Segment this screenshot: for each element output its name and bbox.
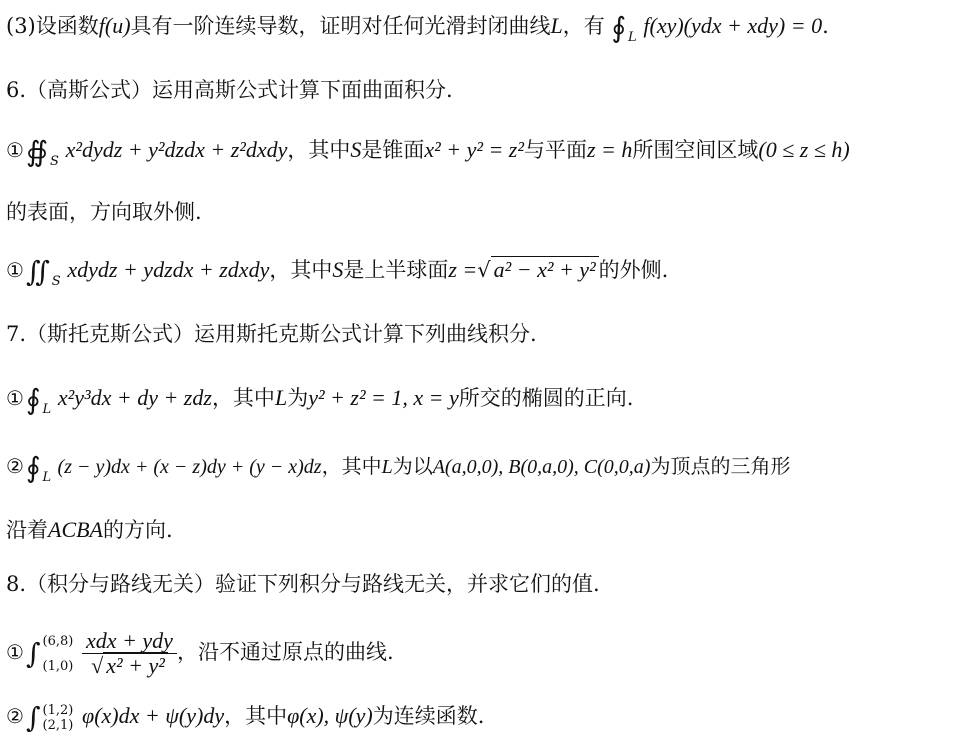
denominator: √ x² + y² bbox=[82, 654, 177, 678]
integral-symbol: ∫ bbox=[25, 636, 41, 670]
text: 为连续函数. bbox=[372, 704, 485, 728]
text: 的外侧. bbox=[598, 258, 669, 282]
integrand: xdydz + ydzdx + zdxdy bbox=[67, 257, 270, 282]
integral-subscript: L bbox=[42, 402, 52, 417]
lower-bound: (1,0) bbox=[42, 658, 74, 674]
item-3-text2: ，有 bbox=[562, 14, 605, 38]
upper-bound: (1,2) bbox=[42, 702, 74, 718]
square-root-radicand: a² − x² + y² bbox=[491, 256, 599, 282]
integrand: x²y³dx + dy + zdz bbox=[57, 385, 212, 410]
text: ，其中 bbox=[321, 454, 382, 478]
math-vertices: A(a,0,0), B(0,a,0), C(0,0,a) bbox=[432, 456, 651, 478]
surface-integral-symbol: ∯ bbox=[25, 134, 49, 168]
circled-number-marker: ② bbox=[6, 454, 24, 478]
contour-integral-symbol: ∮ bbox=[25, 450, 41, 484]
contour-integral-symbol: ∮ bbox=[25, 382, 41, 416]
question-8-heading: 8.（积分与路线无关）验证下列积分与路线无关，并求它们的值. bbox=[6, 572, 600, 596]
question-8-part-b bbox=[6, 696, 962, 736]
math-S: S bbox=[350, 137, 362, 162]
integrand: φ(x)dx + ψ(y)dy bbox=[82, 703, 225, 728]
math-f-u: f(u) bbox=[98, 13, 131, 38]
integral-subscript: L bbox=[628, 30, 637, 45]
integrand: (z − y)dx + (x − z)dy + (y − x)dz bbox=[57, 456, 322, 478]
item-3-prefix: (3)设函数 bbox=[6, 14, 99, 38]
integrand: f(xy)(ydx + xdy) = 0 bbox=[643, 13, 823, 38]
circled-number-marker: ② bbox=[6, 704, 24, 728]
math-plane: z = h bbox=[586, 137, 633, 162]
integral-symbol: ∫ bbox=[25, 700, 41, 734]
fraction bbox=[82, 629, 177, 678]
text: ，其中 bbox=[224, 704, 288, 728]
circled-number-marker: ① bbox=[6, 138, 24, 162]
upper-bound: (6,8) bbox=[42, 633, 74, 649]
math-z: z = bbox=[448, 257, 478, 282]
text: 所围空间区域 bbox=[632, 138, 759, 162]
text: 是上半球面 bbox=[343, 258, 449, 282]
circled-number-marker: ① bbox=[6, 640, 24, 664]
question-6-part-a-continued: 的表面，方向取外侧. bbox=[6, 200, 202, 224]
circled-number-marker: ① bbox=[6, 386, 24, 410]
math-cone: x² + y² = z² bbox=[424, 137, 524, 162]
text: ，其中 bbox=[211, 386, 275, 410]
math-L: L bbox=[381, 456, 393, 478]
contour-integral-symbol: ∮ bbox=[611, 10, 627, 44]
lower-bound: (2,1) bbox=[42, 717, 74, 733]
math-L: L bbox=[274, 385, 288, 410]
math-L: L bbox=[550, 13, 563, 38]
item-3-end: . bbox=[822, 14, 829, 38]
text: 为 bbox=[287, 386, 309, 410]
math-direction: ACBA bbox=[48, 517, 103, 542]
question-7-part-a bbox=[6, 384, 962, 424]
question-6-part-a bbox=[6, 136, 962, 176]
text: 为以 bbox=[392, 454, 433, 478]
math-S: S bbox=[332, 257, 344, 282]
math-functions: φ(x), ψ(y) bbox=[287, 703, 373, 728]
integral-bounds bbox=[43, 634, 74, 674]
integral-bounds bbox=[43, 703, 74, 733]
text: 沿着 bbox=[6, 518, 48, 542]
text: 的方向. bbox=[103, 518, 173, 542]
circled-number-marker: ① bbox=[6, 258, 24, 282]
numerator: xdx + ydy bbox=[82, 629, 177, 654]
text: ，沿不通过原点的曲线. bbox=[176, 640, 394, 664]
question-6-heading: 6.（高斯公式）运用高斯公式计算下面曲面积分. bbox=[6, 78, 453, 102]
integral-subscript: S bbox=[50, 154, 59, 169]
item-3 bbox=[6, 12, 962, 52]
text: 所交的椭圆的正向. bbox=[458, 386, 634, 410]
integral-subscript: L bbox=[42, 470, 52, 485]
math-range: (0 ≤ z ≤ h) bbox=[758, 137, 850, 162]
text: ，其中 bbox=[287, 138, 351, 162]
question-7-heading: 7.（斯托克斯公式）运用斯托克斯公式计算下列曲线积分. bbox=[6, 322, 537, 346]
question-7-part-b-continued bbox=[6, 516, 962, 544]
text: 为顶点的三角形 bbox=[650, 454, 791, 478]
item-3-text: 具有一阶连续导数，证明对任何光滑封闭曲线 bbox=[130, 14, 551, 38]
text: 与平面 bbox=[523, 138, 587, 162]
text: ，其中 bbox=[269, 258, 333, 282]
question-6-part-b: ①∬ $_S$ xdydz + ydzdx + zdxdy，其中S是上半球面z =√ a² − x² + y² 的外侧. bbox=[6, 254, 669, 289]
math-curve: y² + z² = 1, x = y bbox=[308, 385, 459, 410]
question-7-part-b bbox=[6, 452, 962, 492]
integral-subscript: S bbox=[51, 274, 61, 289]
square-root-radicand: x² + y² bbox=[103, 652, 168, 678]
text: 是锥面 bbox=[361, 138, 425, 162]
integrand: x²dydz + y²dzdx + z²dxdy bbox=[65, 137, 288, 162]
double-integral-symbol: ∬ bbox=[25, 254, 50, 288]
question-8-part-a bbox=[6, 626, 962, 678]
